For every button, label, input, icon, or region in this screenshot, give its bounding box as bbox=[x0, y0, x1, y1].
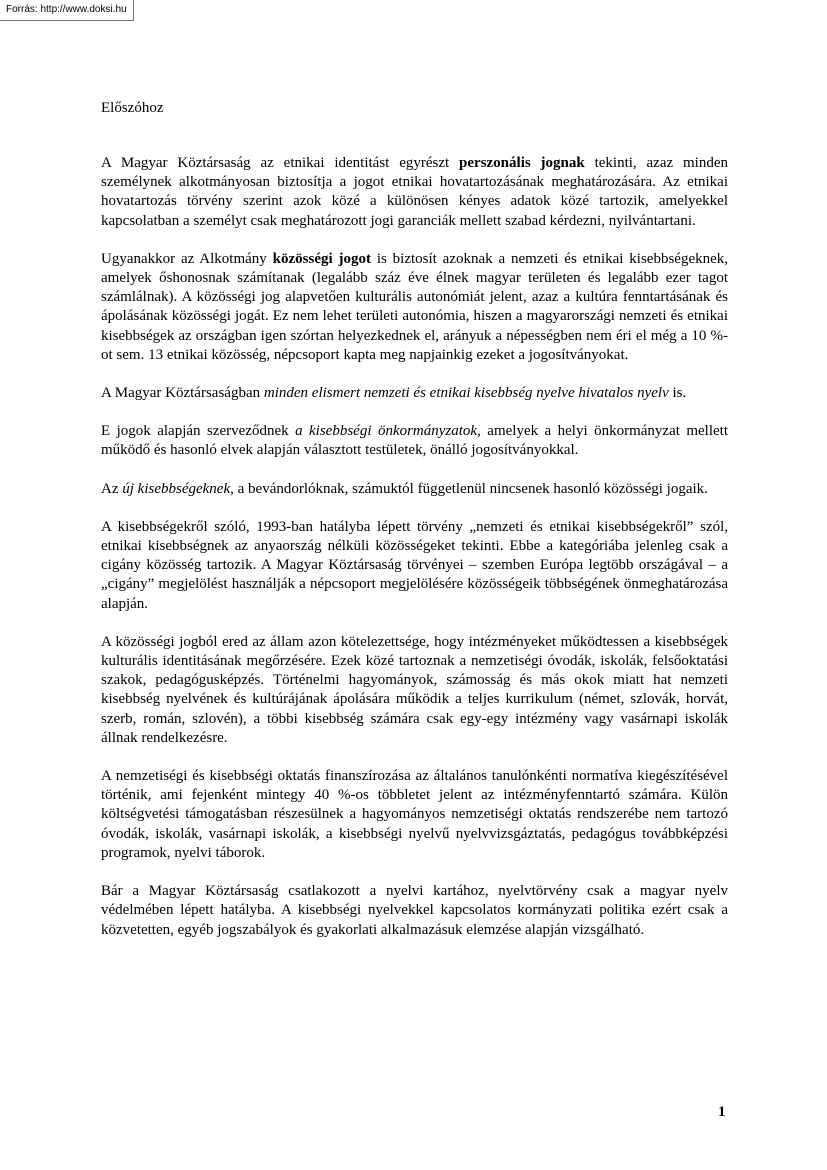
text-run: Az bbox=[101, 480, 123, 497]
text-run: A közösségi jogból ered az állam azon kötelezettsége, hogy intézményeket működtessen a kisebbségek kulturális identitásának megőrzésére. Ezek közé tartoznak a nemzetiségi óvodák, iskolák, felsőoktatási szakok, pedagógusképzés. Történelmi hagyományok, számosság és más okok miatt hat nemzeti kisebbség nyelvének és kultúrájának ápolására működik a teljes kurrikulum (német, szlovák, horvát, szerb, román, szlovén), a többi kisebbség számára csak egy-egy intézmény vagy vasárnapi iskolák állnak rendelkezésre. bbox=[101, 633, 728, 746]
text-run: , amelyek a helyi önkormányzat mellett működő és hasonló elvek alapján választott testületek, önálló jogosítványokkal. bbox=[101, 423, 728, 459]
text-run: Bár a Magyar Köztársaság csatlakozott a nyelvi kartához, nyelvtörvény csak a magyar nyelv védelmében lépett hatályba. A kisebbségi nyelvekkel kapcsolatos kormányzati politika ezért csak a közvetetten, egyéb jogszabályok és gyakorlati alkalmazásuk elemzése alapján vizsgálható. bbox=[101, 883, 728, 938]
paragraph bbox=[101, 480, 728, 499]
paragraph bbox=[101, 384, 728, 403]
paragraph bbox=[101, 154, 728, 231]
text-run: E jogok alapján szerveződnek bbox=[101, 423, 296, 440]
text-run: tekinti, azaz minden személynek alkotmányosan biztosítja a jogot etnikai hovatartozásának meghatározására. Az etnikai hovatartozás törvény szerint azok közé a különösen kényes adatok közé tartozik, amelyekkel kapcsolatban a személyt csak meghatározott jogi garanciák mellett szabad kérdezni, nyilvántartani. bbox=[101, 155, 728, 229]
text-run: Ugyanakkor az Alkotmány bbox=[101, 250, 273, 267]
page-heading: Előszóhoz bbox=[101, 100, 164, 116]
text-run: A Magyar Köztársaság az etnikai identitást egyrészt bbox=[101, 155, 460, 171]
text-run: A nemzetiségi és kisebbségi oktatás finanszírozása az általános tanulónkénti normatíva kiegészítésével történik, ami fejenként mintegy 40 %-os többletet jelent az intézményfenntartó számára. Külön költségvetési támogatásban részesülnek a hagyományos nemzetiségi oktatás rendszerébe nem tartozó óvodák, iskolák, vasárnapi iskolák, a kisebbségi nyelvű nyelvvizsgáztatás, pedagógus továbbképzési programok, nyelvi táborok. bbox=[101, 768, 728, 861]
paragraph bbox=[101, 882, 728, 940]
paragraph bbox=[101, 518, 728, 614]
paragraph bbox=[101, 767, 728, 863]
page-content bbox=[101, 99, 728, 959]
text-run: is. bbox=[668, 385, 687, 402]
italic-text: új kisebbségeknek, bbox=[122, 480, 234, 497]
paragraph bbox=[101, 633, 728, 748]
text-run: A kisebbségekről szóló, 1993-ban hatályba lépett törvény „nemzeti és etnikai kisebbségekről” szól, etnikai kisebbségnek az anyaország nélküli közösségeket tekinti. Ebbe a kategóriába jelenleg csak a cigány közösség tartozik. A Magyar Köztársaság törvényei – szemben Európa legtöbb országával – a „cigány” megjelölést használják a népcsoport megjelölésére közösségeik többségének önmeghatározása alapján. bbox=[101, 518, 728, 612]
paragraph bbox=[101, 250, 728, 365]
bold-text: perszonális jognak bbox=[459, 155, 585, 171]
italic-text: a kisebbségi önkormányzatok bbox=[295, 423, 478, 440]
italic-text: minden elismert nemzeti és etnikai kisebbség nyelve hivatalos nyelv bbox=[263, 385, 669, 402]
source-label: Forrás: http://www.doksi.hu bbox=[0, 0, 134, 21]
body-text bbox=[101, 154, 728, 940]
text-run: is biztosít azoknak a nemzeti és etnikai kisebbségeknek, amelyek őshonosnak számítanak (legalább száz éve élnek magyar területen és legalább ezer tagot számlálnak). A közösségi jog alapvetően kulturális autonómiát jelent, azaz a kultúra fenntartásának és ápolásának közösségi jogát. Ez nem lehet területi autonómia, hiszen a magyarországi nemzeti és etnikai kisebbségek az országban igen szórtan helyezkednek el, arányuk a népességben nem éri el még a 10 %-ot sem. 13 etnikai közösség, népcsoport kapta meg napjainkig ezeket a jogosítványokat. bbox=[101, 250, 729, 363]
text-run: a bevándorlóknak, számuktól függetlenül nincsenek hasonló közösségi jogaik. bbox=[233, 480, 708, 497]
bold-text: közösségi jogot bbox=[272, 250, 371, 267]
page-number: 1 bbox=[718, 1104, 726, 1120]
text-run: A Magyar Köztársaságban bbox=[101, 385, 264, 402]
paragraph bbox=[101, 422, 728, 460]
